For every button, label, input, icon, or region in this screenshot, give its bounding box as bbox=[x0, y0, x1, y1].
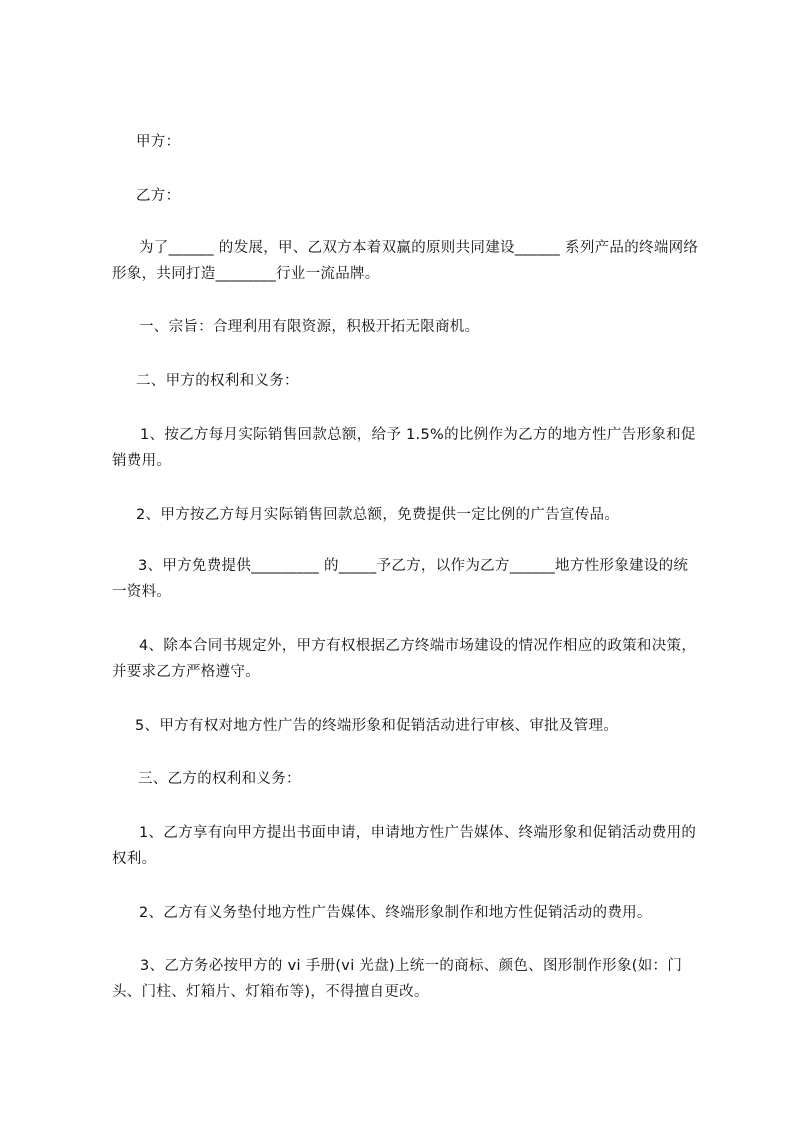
party-b-clause-3: 3、乙方务必按甲方的 vi 手册(vi 光盘)上统一的商标、颜色、图形制作形象(如：门头、门柱、灯箱片、灯箱布等)，不得擅自更改。 bbox=[112, 958, 683, 1000]
party-a-clause-5: 5、甲方有权对地方性广告的终端形象和促销活动进行审核、审批及管理。 bbox=[135, 718, 619, 734]
party-a-clause-2: 2、甲方按乙方每月实际销售回款总额，免费提供一定比例的广告宣传品。 bbox=[136, 507, 620, 523]
party-a-line: 甲方： bbox=[136, 134, 181, 150]
preamble-paragraph: 为了______ 的发展，甲、乙双方本着双赢的原则共同建设______ 系列产品的终端网络形象，共同打造________行业一流品牌。 bbox=[112, 240, 699, 282]
party-b-line: 乙方： bbox=[136, 188, 181, 204]
party-a-clause-4: 4、除本合同书规定外，甲方有权根据乙方终端市场建设的情况作相应的政策和决策，并要求乙方严格遵守。 bbox=[112, 638, 697, 680]
party-b-clause-1: 1、乙方享有向甲方提出书面申请，申请地方性广告媒体、终端形象和促销活动费用的权利。 bbox=[112, 825, 697, 867]
party-a-clause-3: 3、甲方免费提供_________ 的_____予乙方，以作为乙方______地方性形象建设的统一资料。 bbox=[112, 558, 689, 600]
section-heading-party-a: 二、甲方的权利和义务： bbox=[136, 373, 299, 389]
section-purpose: 一、宗旨：合理利用有限资源，积极开拓无限商机。 bbox=[139, 319, 480, 335]
party-b-clause-2: 2、乙方有义务垫付地方性广告媒体、终端形象制作和地方性促销活动的费用。 bbox=[139, 905, 652, 921]
section-heading-party-b: 三、乙方的权利和义务： bbox=[138, 771, 301, 787]
party-a-clause-1: 1、按乙方每月实际销售回款总额，给予 1.5%的比例作为乙方的地方性广告形象和促销费用。 bbox=[112, 427, 696, 469]
